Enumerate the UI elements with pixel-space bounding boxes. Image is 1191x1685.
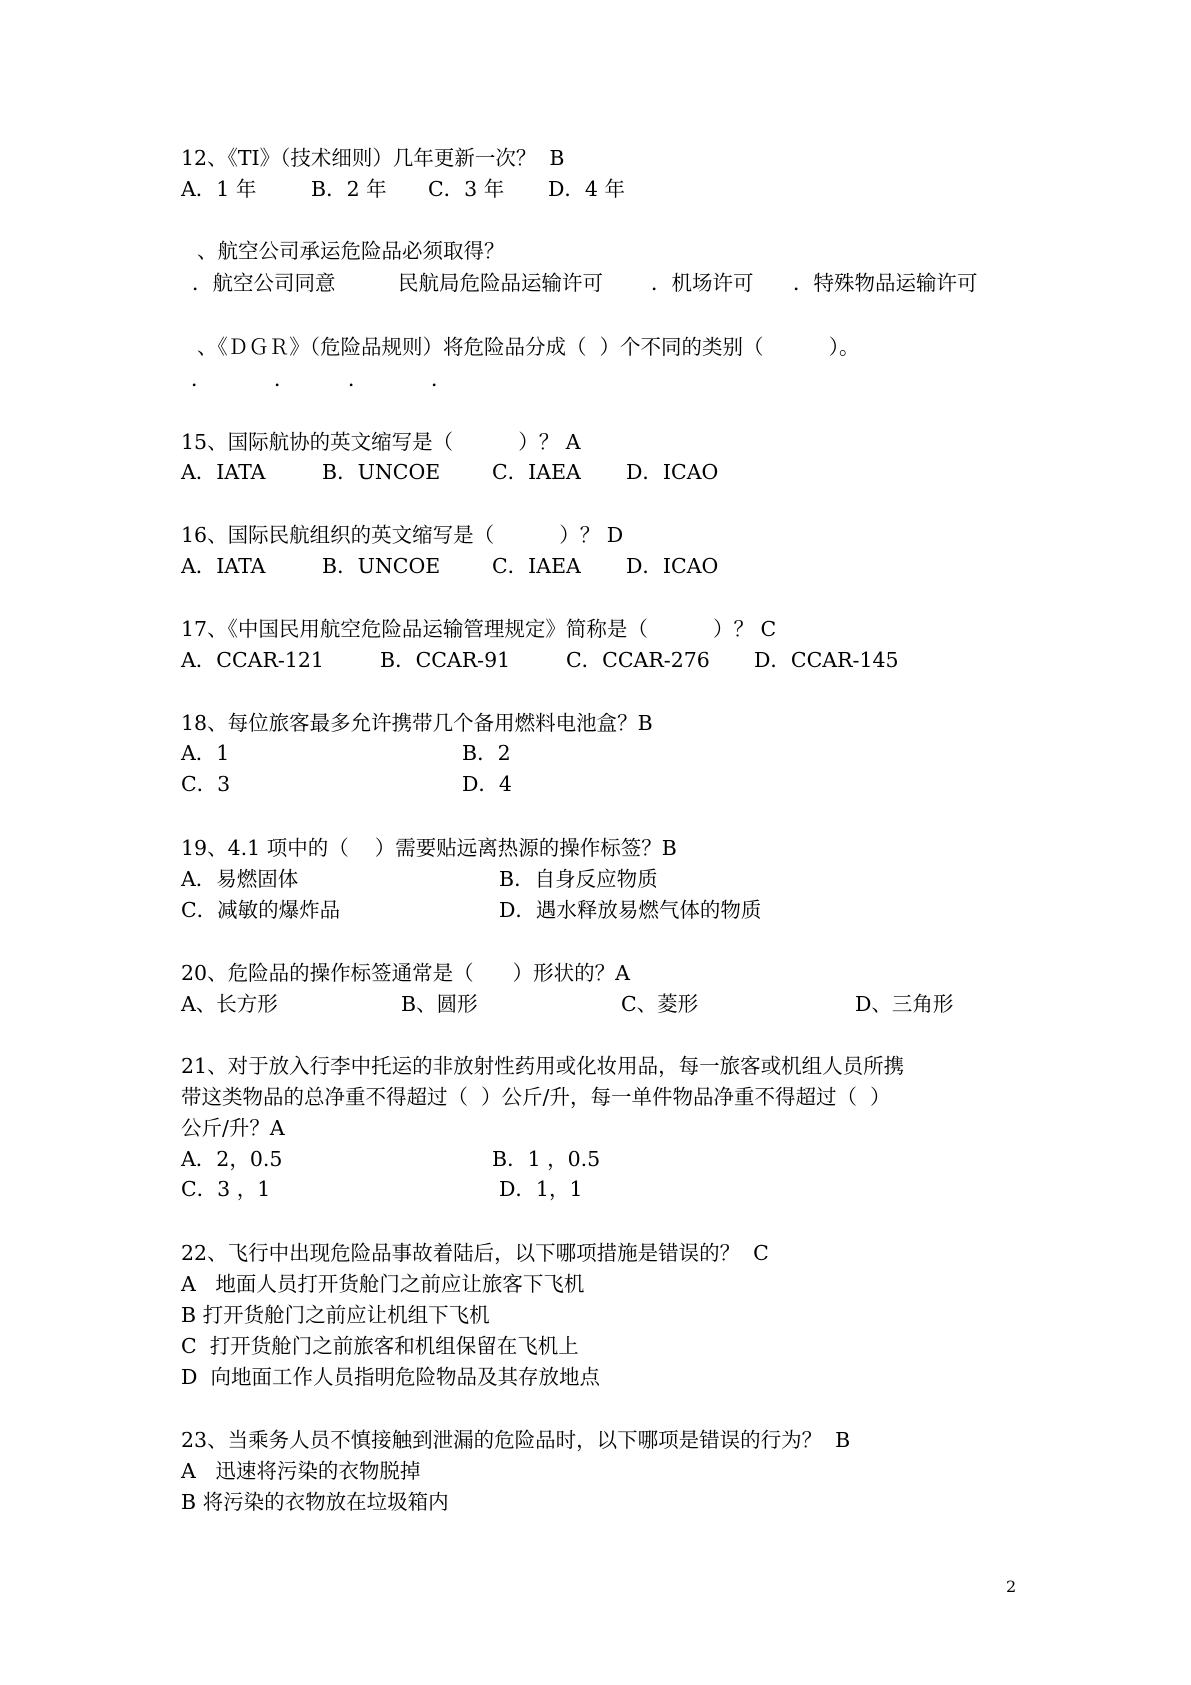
question-16-option-d: D．ICAO	[626, 554, 719, 578]
question-22-stem: 22、飞行中出现危险品事故着陆后，以下哪项措施是错误的？ C	[181, 1241, 769, 1265]
question-14-option-c: ．	[348, 367, 369, 391]
question-18-option-a: A．1	[181, 741, 230, 765]
question-20-option-d: D、三角形	[855, 992, 954, 1016]
question-17-option-c: C．CCAR-276	[566, 648, 710, 672]
question-12-stem: 12、《TI》（技术细则）几年更新一次？ B	[181, 146, 565, 170]
question-15-option-c: C．IAEA	[492, 460, 581, 484]
question-21-option-c: C．3 ，1	[181, 1177, 271, 1201]
question-17-option-a: A．CCAR-121	[181, 648, 324, 672]
question-21-stem-line-1: 21、对于放入行李中托运的非放射性药用或化妆用品，每一旅客或机组人员所携	[181, 1054, 905, 1078]
question-21-option-a: A．2，0.5	[181, 1147, 283, 1171]
question-22-option-a: A 地面人员打开货舱门之前应让旅客下飞机	[181, 1272, 585, 1296]
question-17-option-d: D．CCAR-145	[754, 648, 899, 672]
question-22-option-d: D 向地面工作人员指明危险物品及其存放地点	[181, 1365, 600, 1389]
question-18-option-d: D．4	[462, 772, 512, 796]
question-20-option-a: A、长方形	[181, 992, 278, 1016]
question-21-option-d: D．1，1	[499, 1177, 583, 1201]
question-21-option-b: B．1 ，0.5	[492, 1147, 601, 1171]
question-23-option-a: A 迅速将污染的衣物脱掉	[181, 1459, 421, 1483]
question-12-option-a: A．1 年	[181, 177, 257, 201]
question-15-option-d: D．ICAO	[626, 460, 719, 484]
question-20-option-c: C、菱形	[621, 992, 699, 1016]
question-19-option-a: A．易燃固体	[181, 867, 299, 891]
question-12-option-c: C．3 年	[428, 177, 505, 201]
question-14-option-b: ．	[274, 367, 295, 391]
question-20-stem: 20、危险品的操作标签通常是（ ）形状的？A	[181, 961, 630, 985]
question-12-option-d: D．4 年	[548, 177, 625, 201]
question-22-option-b: B 打开货舱门之前应让机组下飞机	[181, 1303, 490, 1327]
question-15-option-b: B．UNCOE	[322, 460, 441, 484]
question-14-option-d: ．	[431, 367, 452, 391]
question-16-stem: 16、国际民航组织的英文缩写是（ ）？ D	[181, 523, 624, 547]
question-21-stem-line-2: 带这类物品的总净重不得超过（ ）公斤/升，每一单件物品净重不得超过（ ）	[181, 1085, 891, 1109]
question-15-stem: 15、国际航协的英文缩写是（ ）？ A	[181, 430, 581, 454]
question-23-option-b: B 将污染的衣物放在垃圾箱内	[181, 1490, 449, 1514]
question-15-option-a: A．IATA	[181, 460, 266, 484]
question-16-option-a: A．IATA	[181, 554, 266, 578]
question-19-option-d: D．遇水释放易燃气体的物质	[499, 898, 762, 922]
question-13-option-c: ．机场许可	[651, 271, 754, 295]
question-12-option-b: B．2 年	[311, 177, 387, 201]
question-20-option-b: B、圆形	[401, 992, 478, 1016]
question-17-option-b: B．CCAR-91	[380, 648, 511, 672]
question-19-stem: 19、4.1 项中的（ ）需要贴远离热源的操作标签？B	[181, 836, 677, 860]
question-23-stem: 23、当乘务人员不慎接触到泄漏的危险品时，以下哪项是错误的行为？ B	[181, 1428, 851, 1452]
question-22-option-c: C 打开货舱门之前旅客和机组保留在飞机上	[181, 1334, 579, 1358]
question-13-stem: 、航空公司承运危险品必须取得？	[197, 239, 505, 263]
question-13-option-a: ．航空公司同意	[192, 271, 336, 295]
question-16-option-c: C．IAEA	[492, 554, 581, 578]
question-18-option-b: B．2	[462, 741, 511, 765]
question-14-stem: 、《ＤＧＲ》（危险品规则）将危险品分成（ ）个不同的类别（ ）。	[197, 335, 860, 359]
question-18-option-c: C．3	[181, 772, 231, 796]
question-16-option-b: B．UNCOE	[322, 554, 441, 578]
question-13-option-b: 民航局危险品运输许可	[398, 271, 603, 295]
question-19-option-b: B．自身反应物质	[499, 867, 658, 891]
page-number: 2	[1006, 1577, 1017, 1596]
question-19-option-c: C．减敏的爆炸品	[181, 898, 341, 922]
question-17-stem: 17、《中国民用航空危险品运输管理规定》简称是（ ）？ C	[181, 617, 777, 641]
question-14-option-a: ．	[191, 367, 212, 391]
question-21-stem-line-3: 公斤/升？A	[181, 1116, 285, 1140]
question-18-stem: 18、每位旅客最多允许携带几个备用燃料电池盒？B	[181, 711, 653, 735]
question-13-option-d: ．特殊物品运输许可	[793, 271, 978, 295]
